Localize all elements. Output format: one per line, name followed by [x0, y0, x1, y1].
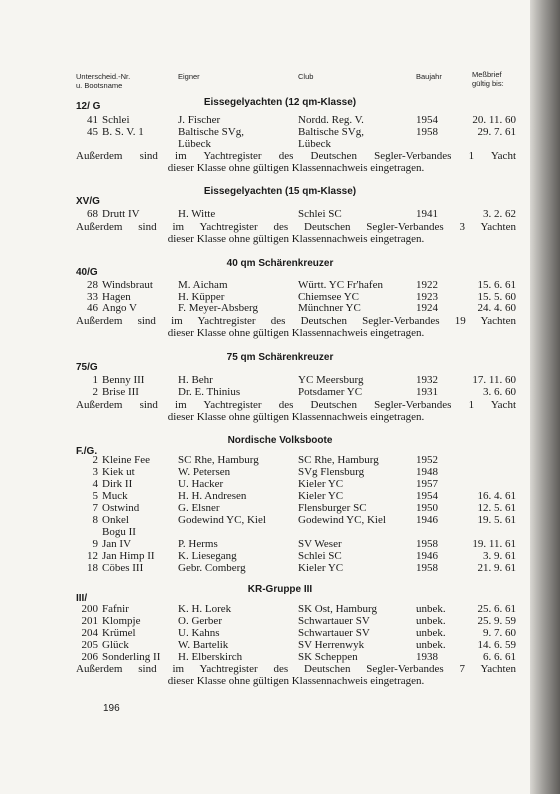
table-row [0, 627, 530, 639]
cell-date: 6. 6. 61 [483, 651, 516, 663]
cell-club: Schwartauer SV [298, 615, 370, 627]
cell-club: Chiemsee YC [298, 291, 359, 303]
section-title: Nordische Volksboote [227, 435, 333, 446]
cell-owner: O. Gerber [178, 615, 222, 627]
section-title: Eissegelyachten (15 qm-Klasse) [203, 186, 357, 197]
cell-nr: 18 [87, 562, 98, 574]
register-note [76, 399, 516, 423]
section-code: III/ [76, 593, 88, 604]
cell-year: 1950 [416, 502, 438, 514]
header-nr [76, 72, 130, 90]
cell-year: 1941 [416, 208, 438, 220]
register-note [76, 663, 516, 687]
register-note-line1: Außerdem sind im Yachtregister des Deutschen Segler-Verbandes 1 Yacht [76, 399, 516, 411]
cell-club: Godewind YC, Kiel [298, 514, 386, 526]
cell-nr: 45 [87, 126, 98, 138]
cell-nr: 3 [92, 466, 98, 478]
cell-boat: Hagen [102, 291, 131, 303]
cell-nr: 68 [87, 208, 98, 220]
cell-club: Kieler YC [298, 490, 344, 502]
cell-boat: Ango V [102, 302, 137, 314]
register-note [76, 315, 516, 339]
cell-nr: 5 [92, 490, 98, 502]
cell-date: 9. 7. 60 [483, 627, 516, 639]
table-row [0, 639, 530, 651]
cell-club: SK Ost, Hamburg [298, 603, 377, 615]
cell-date: 19. 11. 61 [472, 538, 516, 550]
cell-owner: Godewind YC, Kiel [178, 514, 266, 526]
cell-year: unbek. [416, 615, 446, 627]
cell-year: 1958 [416, 126, 438, 138]
register-note-line1: Außerdem sind im Yachtregister des Deutschen Segler-Verbandes 7 Yachten [76, 663, 516, 675]
cell-nr: 201 [81, 615, 98, 627]
section-code: XV/G [76, 196, 100, 207]
cell-year: 1924 [416, 302, 438, 314]
cell-club: SV Herrenwyk [298, 639, 365, 651]
cell-owner: K. H. Lorek [178, 603, 232, 615]
cell-owner: W. Bartelik [178, 639, 229, 651]
cell-owner: P. Herms [178, 538, 218, 550]
register-note [76, 221, 516, 245]
cell-year: 1932 [416, 374, 438, 386]
cell-club: Nordd. Reg. V. [298, 114, 364, 126]
table-row [0, 114, 530, 126]
cell-owner: Baltische SVg, [178, 126, 244, 138]
cell-club: Münchner YC [298, 302, 361, 314]
cell-nr: 8 [92, 514, 98, 526]
cell-club: Württ. YC Fr'hafen [298, 279, 383, 291]
cell-owner: K. Liesegang [178, 550, 237, 562]
cell-boat: B. S. V. 1 [102, 126, 144, 138]
cell-owner: SC Rhe, Hamburg [178, 454, 259, 466]
cell-club: Schlei SC [298, 208, 342, 220]
cell-date: 25. 9. 59 [477, 615, 516, 627]
cell-nr: 28 [87, 279, 98, 291]
cell-nr: 46 [87, 302, 98, 314]
cell-year: 1954 [416, 490, 438, 502]
header-owner: Eigner [178, 72, 200, 81]
table-row [0, 603, 530, 615]
book-edge [530, 0, 560, 794]
cell-boat: Onkel [102, 514, 129, 526]
cell-year: unbek. [416, 627, 446, 639]
register-note-line1: Außerdem sind im Yachtregister des Deutschen Segler-Verbandes 1 Yacht [76, 150, 516, 162]
header-date-line1: Meßbrief [472, 70, 502, 79]
cell-date: 19. 5. 61 [477, 514, 516, 526]
cell-boat: Fafnir [102, 603, 129, 615]
cell-year: 1946 [416, 550, 438, 562]
cell-owner: W. Petersen [178, 466, 231, 478]
cell-date: 3. 2. 62 [483, 208, 516, 220]
cell-boat: Kiek ut [102, 466, 135, 478]
section-title: KR-Gruppe III [247, 584, 313, 595]
cell-club: Kieler YC [298, 478, 344, 490]
cell-owner: H. Behr [178, 374, 213, 386]
cell-owner: U. Kahns [178, 627, 220, 639]
cell-boat: Schlei [102, 114, 130, 126]
cell-year: 1952 [416, 454, 438, 466]
cell-date: 21. 9. 61 [477, 562, 516, 574]
cell-date: 15. 5. 60 [477, 291, 516, 303]
cell-year: unbek. [416, 639, 446, 651]
cell-club: Baltische SVg, [298, 126, 364, 138]
cell-year: 1946 [416, 514, 438, 526]
register-note-line2: dieser Klasse ohne gültigen Klassennachweis eingetragen. [167, 411, 425, 423]
cell-nr: 41 [87, 114, 98, 126]
cell-nr: 206 [81, 651, 98, 663]
table-row [0, 550, 530, 562]
cell-boat: Jan IV [102, 538, 132, 550]
cell-nr: 2 [92, 454, 98, 466]
header-club: Club [298, 72, 314, 81]
cell-boat: Glück [102, 639, 129, 651]
cell-date: 14. 6. 59 [477, 639, 516, 651]
cell-boat: Brise III [102, 386, 139, 398]
table-row [0, 502, 530, 514]
cell-boat: Kleine Fee [102, 454, 150, 466]
section-code: 75/G [76, 362, 98, 373]
cell-owner: M. Aicham [178, 279, 228, 291]
cell-year: 1922 [416, 279, 438, 291]
cell-nr: 200 [81, 603, 98, 615]
cell-club: Schwartauer SV [298, 627, 370, 639]
section-title: 40 qm Schärenkreuzer [226, 258, 334, 269]
cell-year: 1948 [416, 466, 438, 478]
cell-date: 12. 5. 61 [477, 502, 516, 514]
cell-nr: 33 [87, 291, 98, 303]
cell-year: 1931 [416, 386, 438, 398]
cell-date: 3. 9. 61 [483, 550, 516, 562]
table-row [0, 386, 530, 398]
cell-year: 1958 [416, 562, 438, 574]
cell-date: 25. 6. 61 [477, 603, 516, 615]
cell-boat: Sonderling II [102, 651, 161, 663]
cell-club: Schlei SC [298, 550, 342, 562]
cell-owner: Dr. E. Thinius [178, 386, 241, 398]
cell-club: SK Scheppen [298, 651, 358, 663]
table-row [0, 562, 530, 574]
cell-club: Kieler YC [298, 562, 344, 574]
header-date-line2: gültig bis: [472, 79, 504, 88]
header-nr-line1: Unterscheid.-Nr. [76, 72, 131, 81]
table-row [0, 538, 530, 550]
register-note-line1: Außerdem sind im Yachtregister des Deutschen Segler-Verbandes 19 Yachten [76, 315, 516, 327]
cell-year: unbek. [416, 603, 446, 615]
cell-club: Lübeck [298, 138, 331, 150]
table-row [0, 208, 530, 220]
table-row [0, 651, 530, 663]
table-row [0, 374, 530, 386]
header-date [472, 70, 504, 88]
table-row [0, 302, 530, 314]
header-nr-line2: u. Bootsname [76, 81, 123, 90]
cell-owner: J. Fischer [178, 114, 221, 126]
cell-boat: Dirk II [102, 478, 133, 490]
cell-date: 3. 6. 60 [483, 386, 516, 398]
cell-owner: H. Witte [178, 208, 216, 220]
header-year: Baujahr [416, 72, 442, 81]
cell-date: 24. 4. 60 [477, 302, 516, 314]
register-note [76, 150, 516, 174]
cell-owner: F. Meyer-Absberg [178, 302, 258, 314]
cell-owner: Gebr. Comberg [178, 562, 246, 574]
cell-owner: G. Elsner [178, 502, 220, 514]
cell-club: SV Weser [298, 538, 342, 550]
cell-boat: Ostwind [102, 502, 140, 514]
cell-year: 1957 [416, 478, 438, 490]
cell-nr: 9 [92, 538, 98, 550]
cell-nr: 1 [92, 374, 98, 386]
table-row [0, 526, 530, 538]
register-note-line1: Außerdem sind im Yachtregister des Deutschen Segler-Verbandes 3 Yachten [76, 221, 516, 233]
cell-date: 17. 11. 60 [472, 374, 516, 386]
cell-owner: H. H. Andresen [178, 490, 247, 502]
section-code: 12/ G [76, 101, 101, 112]
page-number: 196 [103, 703, 120, 714]
cell-nr: 204 [81, 627, 98, 639]
table-row [0, 514, 530, 526]
cell-boat: Muck [102, 490, 128, 502]
cell-boat: Cöbes III [102, 562, 144, 574]
cell-boat: Jan Himp II [102, 550, 155, 562]
register-note-line2: dieser Klasse ohne gültigen Klassennachweis eingetragen. [167, 233, 425, 245]
cell-nr: 4 [92, 478, 98, 490]
register-note-line2: dieser Klasse ohne gültigen Klassennachweis eingetragen. [167, 675, 425, 687]
section-title: Eissegelyachten (12 qm-Klasse) [203, 97, 357, 108]
table-row [0, 279, 530, 291]
cell-boat: Krümel [102, 627, 136, 639]
cell-boat: Klompje [102, 615, 141, 627]
section-code: F./G. [76, 446, 98, 457]
cell-nr: 7 [92, 502, 98, 514]
cell-nr: 205 [81, 639, 98, 651]
cell-boat: Windsbraut [102, 279, 153, 291]
cell-club: Potsdamer YC [298, 386, 363, 398]
cell-club: Flensburger SC [298, 502, 367, 514]
cell-nr: 12 [87, 550, 98, 562]
cell-club: YC Meersburg [298, 374, 364, 386]
cell-boat: Benny III [102, 374, 145, 386]
cell-date: 15. 6. 61 [477, 279, 516, 291]
cell-owner: U. Hacker [178, 478, 224, 490]
table-row [0, 138, 530, 150]
cell-owner: H. Küpper [178, 291, 225, 303]
cell-owner: H. Elberskirch [178, 651, 243, 663]
cell-boat: Drutt IV [102, 208, 140, 220]
cell-club: SVg Flensburg [298, 466, 365, 478]
section-title: 75 qm Schärenkreuzer [226, 352, 334, 363]
cell-year: 1938 [416, 651, 438, 663]
table-row [0, 454, 530, 466]
cell-date: 20. 11. 60 [472, 114, 516, 126]
register-note-line2: dieser Klasse ohne gültigen Klassennachweis eingetragen. [167, 162, 425, 174]
table-row [0, 615, 530, 627]
table-row [0, 466, 530, 478]
table-row [0, 478, 530, 490]
section-code: 40/G [76, 267, 98, 278]
cell-club: SC Rhe, Hamburg [298, 454, 379, 466]
cell-boat: Bogu II [102, 526, 136, 538]
cell-date: 29. 7. 61 [477, 126, 516, 138]
table-row [0, 490, 530, 502]
table-row [0, 126, 530, 138]
cell-year: 1954 [416, 114, 438, 126]
cell-year: 1958 [416, 538, 438, 550]
cell-date: 16. 4. 61 [477, 490, 516, 502]
cell-nr: 2 [92, 386, 98, 398]
register-note-line2: dieser Klasse ohne gültigen Klassennachweis eingetragen. [167, 327, 425, 339]
cell-year: 1923 [416, 291, 438, 303]
cell-owner: Lübeck [178, 138, 211, 150]
